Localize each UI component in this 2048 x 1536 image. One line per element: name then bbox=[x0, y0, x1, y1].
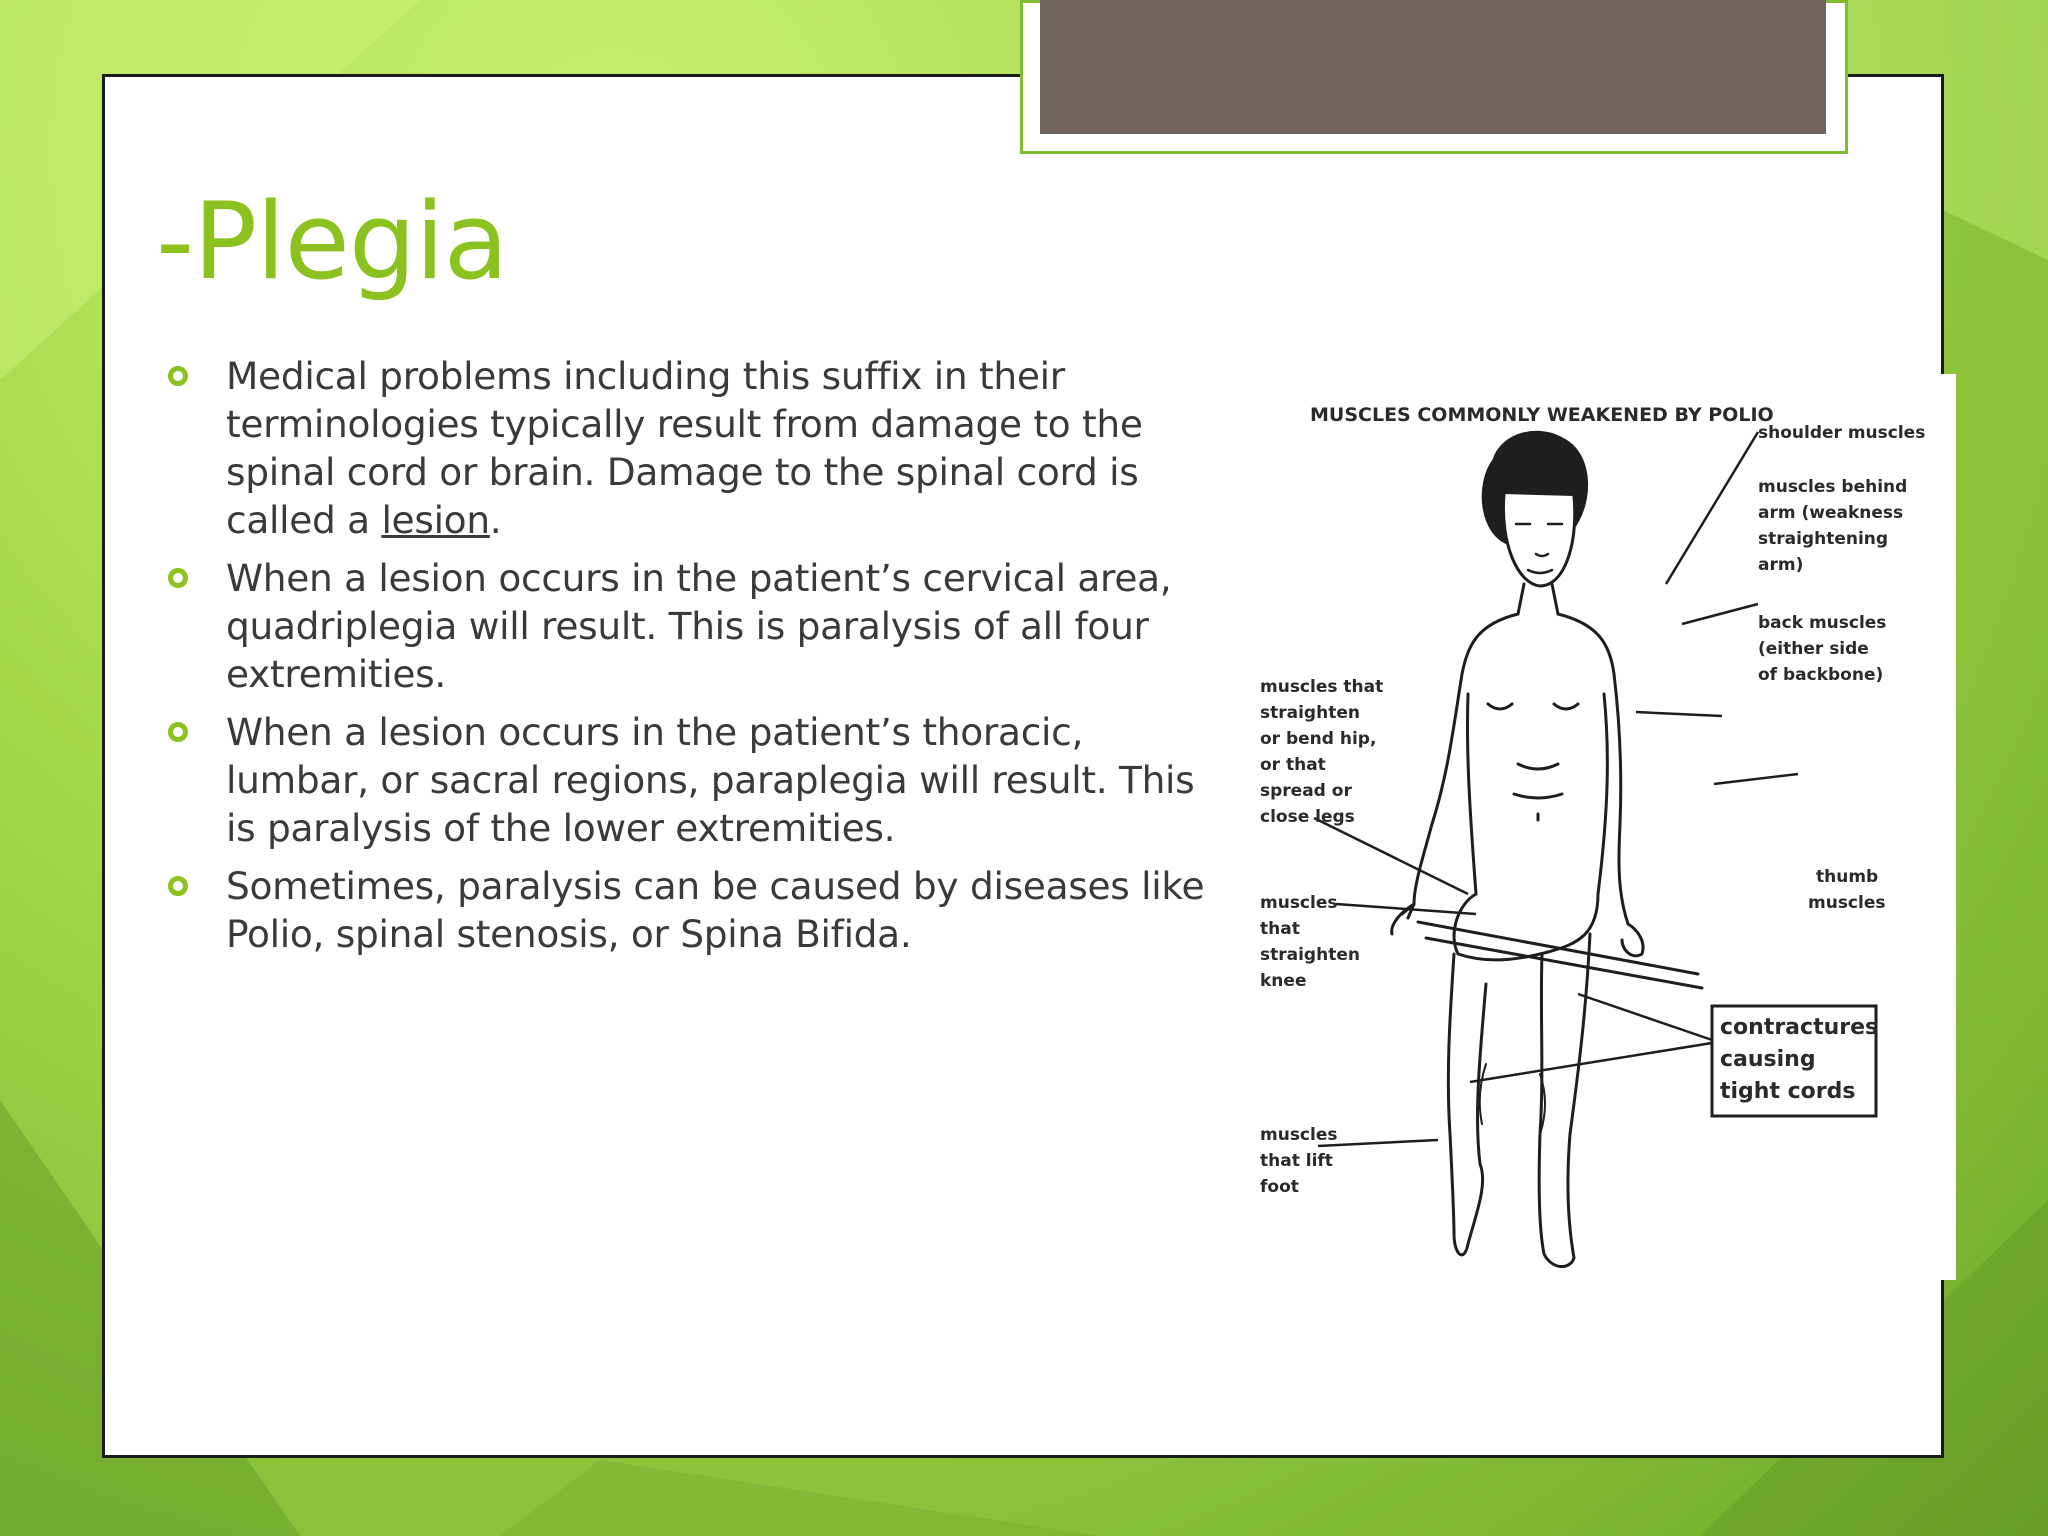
label-hip-3: or bend hip, bbox=[1260, 729, 1377, 749]
label-thumb-2: muscles bbox=[1808, 893, 1886, 913]
label-behind-arm-4: arm) bbox=[1758, 555, 1804, 575]
label-foot-3: foot bbox=[1260, 1177, 1299, 1197]
label-hip-5: spread or bbox=[1260, 781, 1352, 801]
bullet-text-end: . bbox=[489, 498, 502, 542]
label-hip-2: straighten bbox=[1260, 703, 1360, 723]
contractures-line-1: contractures bbox=[1720, 1015, 1879, 1040]
bullet-list bbox=[168, 352, 1228, 968]
label-knee-1: muscles bbox=[1260, 893, 1338, 913]
label-back-2: (either side bbox=[1758, 639, 1869, 659]
header-tab bbox=[1040, 0, 1826, 134]
bullet-text: When a lesion occurs in the patient’s thoracic, lumbar, or sacral regions, paraplegia will result. This is paralysis of the lower extremities. bbox=[226, 710, 1195, 850]
boy-figure-drawing bbox=[1392, 432, 1702, 1266]
label-hip-1: muscles that bbox=[1260, 677, 1384, 697]
label-hip-6: close legs bbox=[1260, 807, 1355, 827]
contractures-line-2: causing bbox=[1720, 1047, 1816, 1072]
polio-muscle-diagram bbox=[1218, 374, 1956, 1280]
label-knee-4: knee bbox=[1260, 971, 1307, 991]
label-foot-2: that lift bbox=[1260, 1151, 1333, 1171]
bullet-ring-icon bbox=[168, 568, 188, 588]
label-behind-arm-1: muscles behind bbox=[1758, 477, 1908, 497]
contractures-line-3: tight cords bbox=[1720, 1079, 1856, 1104]
label-back-3: of backbone) bbox=[1758, 665, 1884, 685]
label-knee-3: straighten bbox=[1260, 945, 1360, 965]
slide-title: -Plegia bbox=[156, 180, 508, 303]
bullet-item-3 bbox=[168, 708, 1228, 852]
polio-figure-svg bbox=[1218, 374, 1956, 1280]
figure-title: MUSCLES COMMONLY WEAKENED BY POLIO bbox=[1310, 404, 1774, 426]
label-knee-2: that bbox=[1260, 919, 1300, 939]
label-hip-4: or that bbox=[1260, 755, 1326, 775]
label-back-1: back muscles bbox=[1758, 613, 1887, 633]
label-foot-1: muscles bbox=[1260, 1125, 1338, 1145]
bullet-text: Sometimes, paralysis can be caused by diseases like Polio, spinal stenosis, or Spina Bifida. bbox=[226, 864, 1205, 956]
label-behind-arm-3: straightening bbox=[1758, 529, 1889, 549]
bullet-ring-icon bbox=[168, 366, 188, 386]
bullet-text: Medical problems including this suffix in their terminologies typically result from damage to the spinal cord or brain. Damage to the spinal cord is called a bbox=[226, 354, 1143, 542]
bullet-text: When a lesion occurs in the patient’s cervical area, quadriplegia will result. This is paralysis of all four extremities. bbox=[226, 556, 1172, 696]
label-shoulder-muscles: shoulder muscles bbox=[1758, 423, 1926, 443]
lesion-term: lesion bbox=[381, 498, 490, 542]
bullet-item-4 bbox=[168, 862, 1228, 958]
label-thumb-1: thumb bbox=[1816, 867, 1879, 887]
bullet-ring-icon bbox=[168, 722, 188, 742]
bullet-ring-icon bbox=[168, 876, 188, 896]
label-behind-arm-2: arm (weakness bbox=[1758, 503, 1904, 523]
bullet-item-2 bbox=[168, 554, 1228, 698]
bullet-item-1 bbox=[168, 352, 1228, 544]
